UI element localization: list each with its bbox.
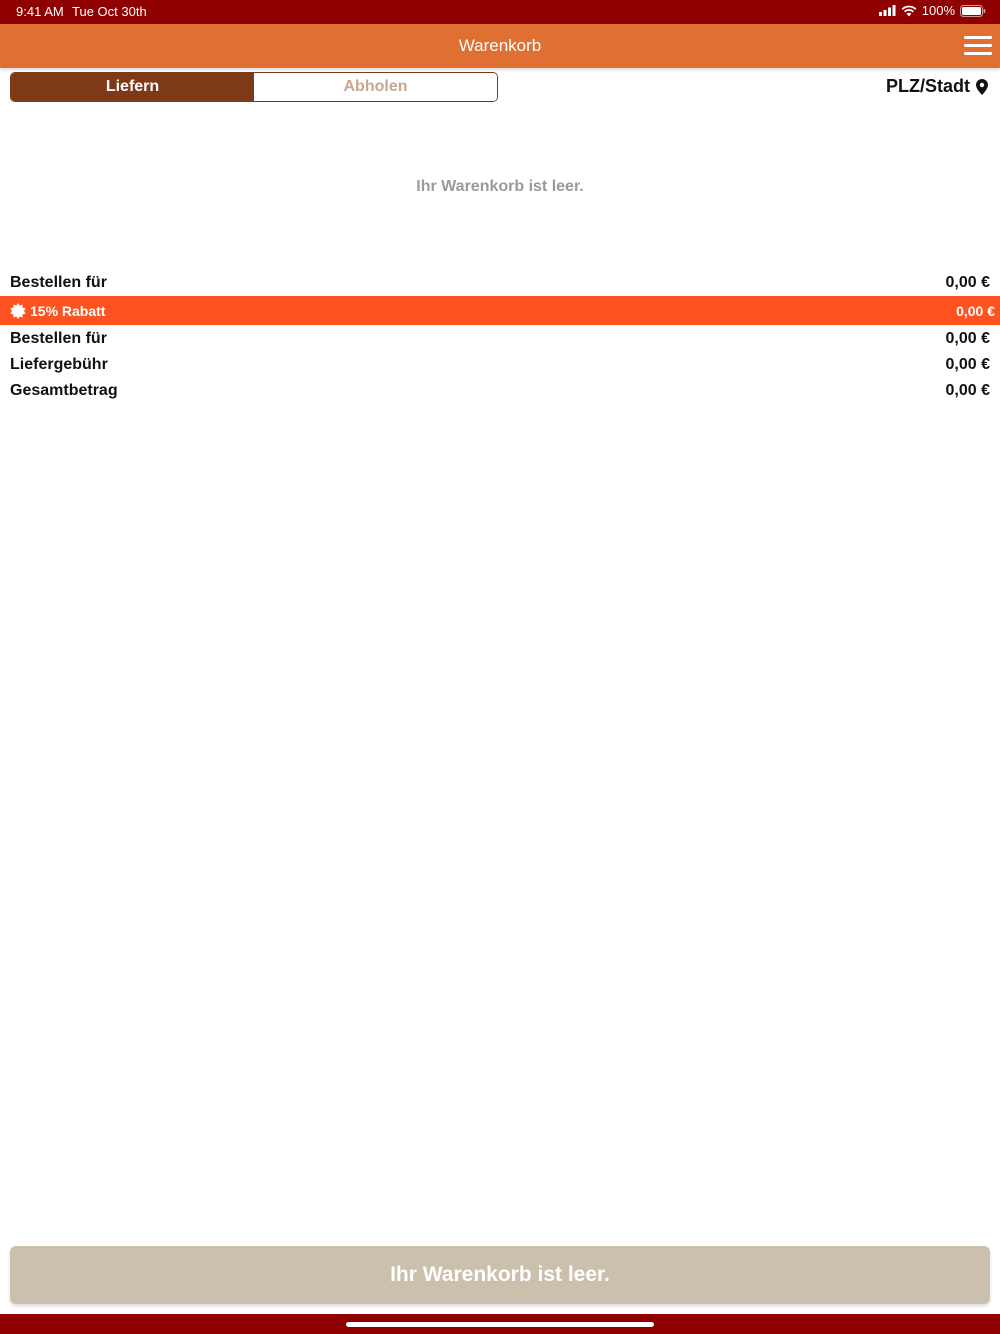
- wifi-icon: [901, 5, 917, 17]
- status-indicators: [879, 3, 986, 18]
- total-row: [10, 378, 990, 404]
- delivery-fee-label: Liefergebühr: [10, 356, 108, 373]
- nav-bar: [0, 24, 1000, 68]
- battery-icon: [960, 5, 986, 17]
- order-value: 0,00 €: [945, 330, 990, 347]
- delivery-mode-toggle: [10, 72, 498, 102]
- hamburger-icon: [964, 36, 992, 56]
- location-label: PLZ/Stadt: [886, 76, 970, 96]
- map-pin-icon: [976, 79, 988, 95]
- empty-cart-message: Ihr Warenkorb ist leer.: [416, 178, 584, 195]
- order-label: Bestellen für: [10, 330, 107, 347]
- delivery-fee-row: [10, 352, 990, 378]
- discount-value: 0,00 €: [956, 302, 995, 319]
- status-bar: [0, 0, 1000, 24]
- delivery-fee-value: 0,00 €: [945, 356, 990, 373]
- discount-badge-icon: [10, 303, 26, 319]
- tab-abholen[interactable]: Abholen: [254, 73, 497, 101]
- home-indicator[interactable]: [346, 1322, 654, 1327]
- discount-label: 15% Rabatt: [30, 302, 106, 319]
- status-time: 9:41 AM: [16, 4, 64, 19]
- total-value: 0,00 €: [945, 382, 990, 399]
- total-label: Gesamtbetrag: [10, 382, 118, 399]
- discount-row: [0, 296, 1000, 325]
- order-row: [10, 326, 990, 352]
- location-selector[interactable]: [886, 76, 988, 97]
- page-title: Warenkorb: [458, 36, 542, 55]
- checkout-button[interactable]: Ihr Warenkorb ist leer.: [10, 1246, 990, 1304]
- tab-liefern[interactable]: Liefern: [11, 73, 254, 101]
- menu-button[interactable]: [964, 36, 992, 56]
- subtotal-value: 0,00 €: [945, 274, 990, 291]
- battery-percentage: 100%: [921, 3, 955, 18]
- subtotal-row: [10, 270, 990, 296]
- status-date: Tue Oct 30th: [72, 4, 147, 19]
- subtotal-label: Bestellen für: [10, 274, 107, 291]
- cellular-signal-icon: [879, 5, 896, 16]
